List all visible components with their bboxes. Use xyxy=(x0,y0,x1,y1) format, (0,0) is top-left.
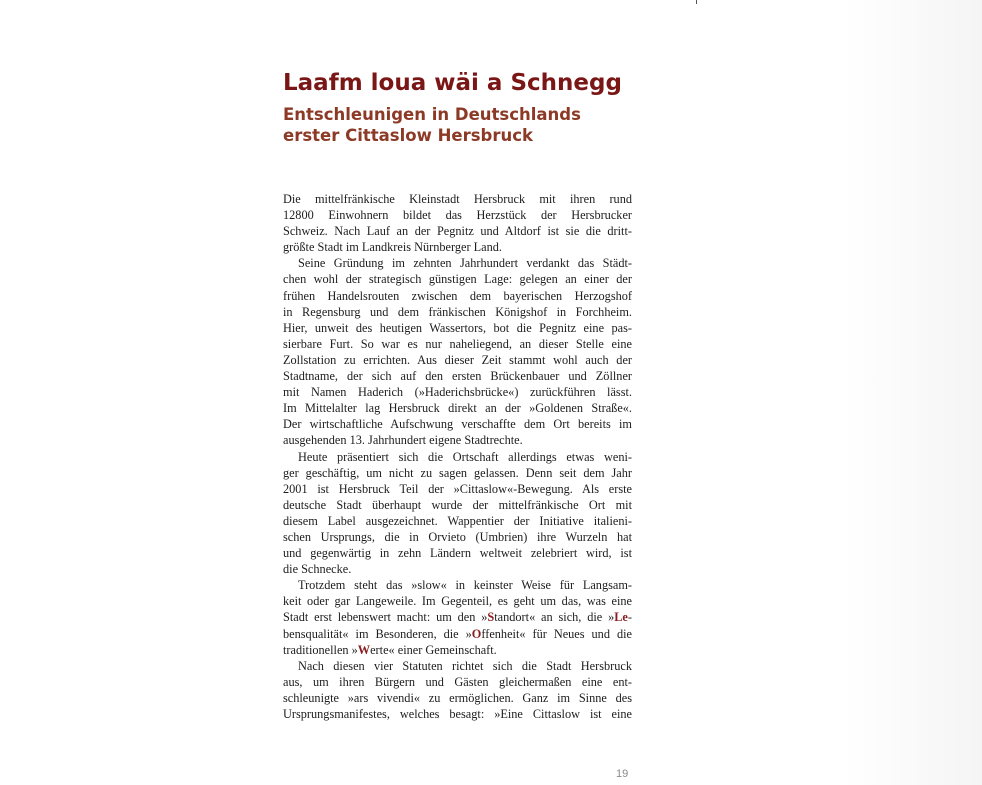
crop-mark xyxy=(696,0,697,4)
text-line: 12800 Einwohnern bildet das Herzstück der Hersbrucker xyxy=(283,208,632,223)
text-segment: - xyxy=(627,610,632,625)
text-line: und gegenwärtig in zehn Ländern weltweit zelebriert wird, ist xyxy=(283,546,632,561)
text-line: ger geschäftig, um nicht zu sagen gelassen. Denn seit dem Jahr xyxy=(283,465,632,480)
text-line: Schweiz. Nach Lauf an der Pegnitz und Altdorf ist sie die dritt- xyxy=(283,224,632,239)
text-segment: ffenheit« für Neues und die xyxy=(481,626,632,641)
text-line: Zollstation zu errichten. Aus dieser Zeit stammt wohl auch der xyxy=(283,352,632,367)
article-title: Laafm loua wäi a Schnegg xyxy=(283,70,622,96)
highlight-letter: Le xyxy=(614,610,628,625)
text-line: mit Namen Haderich (»Haderichsbrücke«) zurückführen lässt. xyxy=(283,385,632,400)
text-line: Hier, unweit des heutigen Wassertors, bot die Pegnitz eine pas- xyxy=(283,320,632,335)
subtitle-line: erster Cittaslow Hersbruck xyxy=(283,126,533,145)
text-line: die Schnecke. xyxy=(283,562,352,577)
text-segment: erte« einer Gemeinschaft. xyxy=(370,642,497,657)
text-segment: traditionellen » xyxy=(283,642,358,657)
text-segment: bensqualität« im Besonderen, die » xyxy=(283,626,472,641)
text-line: größte Stadt im Landkreis Nürnberger Land. xyxy=(283,240,503,255)
subtitle-line: Entschleunigen in Deutschlands xyxy=(283,105,581,124)
article-subtitle xyxy=(283,104,581,146)
text-line xyxy=(283,609,632,625)
text-line: Seine Gründung im zehnten Jahrhundert verdankt das Städt- xyxy=(298,256,632,271)
article-body xyxy=(283,191,632,722)
text-line: deutsche Stadt überhaupt wurde der mittelfränkische Ort mit xyxy=(283,497,632,512)
text-line: Die mittelfränkische Kleinstadt Hersbruck mit ihren rund xyxy=(283,192,632,206)
text-line: chen wohl der strategisch günstigen Lage: gelegen an einer der xyxy=(283,272,632,287)
text-line: diesem Label ausgezeichnet. Wappentier der Initiative italieni- xyxy=(283,513,632,528)
text-segment: Stadt erst lebenswert macht: um den » xyxy=(283,610,488,625)
text-line: in Regensburg und dem fränkischen Königshof in Forchheim. xyxy=(283,304,632,319)
text-line: Ursprungsmanifestes, welches besagt: »Eine Cittaslow ist eine xyxy=(283,707,632,721)
highlight-letter: S xyxy=(487,610,495,625)
text-line: ausgehenden 13. Jahrhundert eigene Stadtrechte. xyxy=(283,433,523,448)
text-line: keit oder gar Langeweile. Im Gegenteil, es geht um das, was eine xyxy=(283,594,632,609)
text-line: schleunigte »ars vivendi« zu ermöglichen. Ganz im Sinne des xyxy=(283,690,632,705)
text-line xyxy=(283,626,632,642)
text-line: sierbare Furt. So war es nur naheliegend, an dieser Stelle eine xyxy=(283,336,632,351)
page-edge-shadow xyxy=(842,0,982,785)
text-line: Trotzdem steht das »slow« in keinster Weise für Langsam- xyxy=(298,578,632,593)
text-line xyxy=(283,642,632,658)
text-line: Heute präsentiert sich die Ortschaft allerdings etwas weni- xyxy=(298,449,632,464)
highlight-letter: O xyxy=(471,626,482,641)
text-line: Im Mittelalter lag Hersbruck direkt an der »Goldenen Straße«. xyxy=(283,401,632,416)
page-number: 19 xyxy=(616,768,629,780)
text-segment: tandort« an sich, die » xyxy=(494,610,615,625)
text-line: aus, um ihren Bürgern und Gästen gleichermaßen eine ent- xyxy=(283,674,632,689)
text-line: Der wirtschaftliche Aufschwung verschaffte dem Ort bereits im xyxy=(283,417,632,432)
text-line: 2001 ist Hersbruck Teil der »Cittaslow«-Bewegung. Als erste xyxy=(283,481,632,496)
text-line: schen Ursprungs, die in Orvieto (Umbrien) ihre Wurzeln hat xyxy=(283,529,632,544)
text-line: Nach diesen vier Statuten richtet sich die Stadt Hersbruck xyxy=(298,658,632,673)
text-line: Stadtname, der sich auf den ersten Brückenbauer und Zöllner xyxy=(283,369,632,384)
highlight-letter: W xyxy=(357,642,371,657)
text-line: frühen Handelsrouten zwischen dem bayerischen Herzogshof xyxy=(283,288,632,303)
